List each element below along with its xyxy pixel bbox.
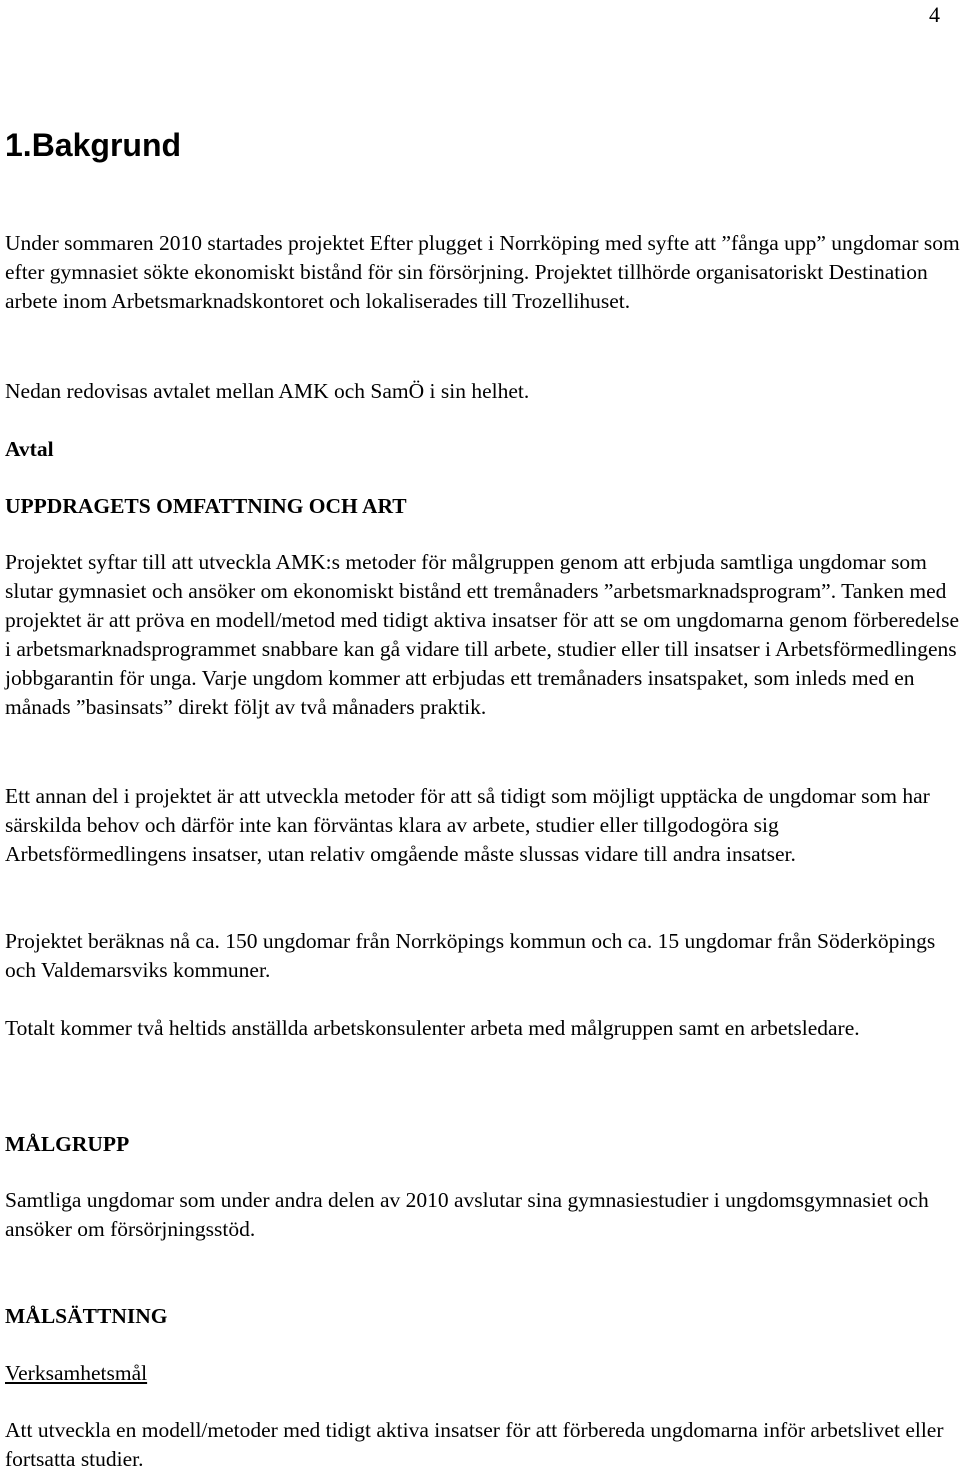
target-group-heading: MÅLGRUPP [5,1132,130,1156]
target-group-paragraph: Samtliga ungdomar som under andra delen av 2010 avslutar sina gymnasiestudier i ungdomsgymnasiet och ansöker om försörjningsstöd. [5,1188,929,1241]
goals-heading: MÅLSÄTTNING [5,1304,168,1328]
scope-paragraph-4: Totalt kommer två heltids anställda arbetskonsulenter arbeta med målgruppen samt en arbetsledare. [5,1016,860,1040]
goals-paragraph: Att utveckla en modell/metoder med tidigt aktiva insatser för att förbereda ungdomarna inför arbetslivet eller fortsatta studier. [5,1418,944,1471]
chapter-heading: 1.Bakgrund [5,127,182,163]
scope-paragraph-2: Ett annan del i projektet är att utveckla metoder för att så tidigt som möjligt upptäcka de ungdomar som har särskilda behov och därför inte kan förväntas klara av arbete, studier eller tillgodogöra sig Arbetsförmedlingens insatser, utan relativ omgående måste slussas vidare till andra insatser. [5,784,930,866]
scope-paragraph-1: Projektet syftar till att utveckla AMK:s metoder för målgruppen genom att erbjuda samtliga ungdomar som slutar gymnasiet och ansöker om ekonomiskt bistånd ett tremånaders ”arbetsmarknadsprogram”. Tanken med projektet är att pröva en modell/metod med tidigt aktiva insatser för att se om ungdomarna genom förberedelse i arbetsmarknadsprogrammet snabbare kan gå vidare till arbete, studier eller till insatser i Arbetsförmedlingens jobbgarantin för unga. Varje ungdom kommer att erbjudas ett tremånaders insatspaket, som inleds med en månads ”basinsats” direkt följt av två månaders praktik. [5,550,960,719]
goals-subheading: Verksamhetsmål [5,1361,148,1385]
intro-paragraph: Under sommaren 2010 startades projektet Efter plugget i Norrköping med syfte att ”fånga upp” ungdomar som efter gymnasiet sökte ekonomiskt bistånd för sin försörjning. Projektet tillhörde organisatoriskt Destination arbete inom Arbetsmarknadskontoret och lokaliserades till Trozellihuset. [5,231,960,313]
page-number: 4 [929,2,940,27]
scope-heading: UPPDRAGETS OMFATTNING OCH ART [5,494,407,518]
agreement-note: Nedan redovisas avtalet mellan AMK och SamÖ i sin helhet. [5,379,530,403]
scope-paragraph-3: Projektet beräknas nå ca. 150 ungdomar från Norrköpings kommun och ca. 15 ungdomar från Söderköpings och Valdemarsviks kommuner. [5,929,936,982]
agreement-title: Avtal [5,437,54,461]
